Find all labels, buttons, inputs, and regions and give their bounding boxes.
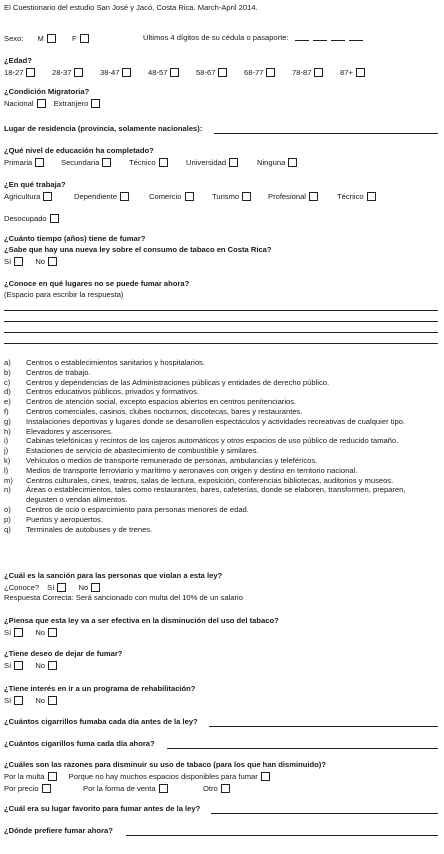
- list-item-letter: l): [4, 465, 9, 475]
- work-opt-checkbox[interactable]: [367, 192, 376, 201]
- yes-checkbox[interactable]: [14, 628, 23, 637]
- no-checkbox[interactable]: [48, 696, 57, 705]
- rehab-options: [4, 696, 57, 706]
- no-label: No: [35, 628, 46, 637]
- work-opt-label: Agricultura: [4, 192, 41, 201]
- education-opt-checkbox[interactable]: [229, 158, 238, 167]
- yes-checkbox[interactable]: [14, 257, 23, 266]
- migration-opt-label: Extranjero: [53, 99, 89, 108]
- reason-other-label: Otro: [203, 784, 218, 793]
- answer-line[interactable]: [4, 310, 438, 311]
- know-law-question: ¿Sabe que hay una nueva ley sobre el consumo de tabaco en Costa Rica?: [4, 245, 272, 254]
- work-opt-checkbox[interactable]: [185, 192, 194, 201]
- migration-opt-checkbox[interactable]: [37, 99, 46, 108]
- list-item-letter: j): [4, 446, 9, 456]
- migration-opt-checkbox[interactable]: [91, 99, 100, 108]
- id-digit-2[interactable]: [313, 40, 327, 41]
- list-item-letter: c): [4, 377, 11, 387]
- work-opt-label: Técnico: [337, 192, 364, 201]
- list-item-letter: h): [4, 426, 11, 436]
- list-item-text: Elevadores y ascensores.: [26, 426, 113, 436]
- age-opt-checkbox[interactable]: [26, 68, 35, 77]
- age-opt-label: 87+: [340, 68, 353, 77]
- page-title: El Cuestionario del estudio San José y Jacó, Costa Rica. March-April 2014.: [4, 3, 258, 12]
- id-digits-field: [143, 34, 363, 43]
- list-item-text: Instalaciones deportivas y lugares donde se desarrollen espectáculos y actividades recreativas de cualquier tipo.: [26, 416, 406, 426]
- list-item-letter: i): [4, 436, 9, 446]
- fav-place-question: ¿Cuál era su lugar favorito para fumar antes de la ley?: [4, 804, 201, 813]
- age-opt-label: 78-87: [292, 68, 312, 77]
- list-item-text: Centros comerciales, casinos, clubes nocturnos, discotecas, bares y restaurantes.: [26, 407, 303, 416]
- reason-fine-checkbox[interactable]: [48, 772, 57, 781]
- age-opt-checkbox[interactable]: [266, 68, 275, 77]
- no-label: No: [35, 661, 46, 670]
- sanction-options: [4, 583, 100, 593]
- list-item-letter: m): [4, 475, 13, 485]
- yes-checkbox[interactable]: [14, 661, 23, 670]
- age-opt-label: 68-77: [244, 68, 264, 77]
- list-item-text: Centros de atención social, excepto espacios abiertos en centros penitenciarios.: [26, 397, 297, 407]
- age-question: ¿Edad?: [4, 56, 32, 65]
- age-opt-label: 18-27: [4, 68, 24, 77]
- list-item-text: Áreas o establecimientos, tales como restaurantes, bares, cafeterías, donde se elaboren, transformen, preparen,: [26, 485, 406, 495]
- reason-other-checkbox[interactable]: [221, 784, 230, 793]
- list-item-text: degusten o vendan alimentos.: [26, 495, 128, 505]
- education-opt-label: Universidad: [186, 158, 227, 167]
- education-opt-label: Primaria: [4, 158, 33, 167]
- reason-spaces-label: Porque no hay muchos espacios disponibles para fumar: [68, 772, 258, 781]
- fav-place-answer-line[interactable]: [211, 813, 438, 814]
- age-opt-checkbox[interactable]: [218, 68, 227, 77]
- cigs-before-question: ¿Cuántos cigarrillos fumaba cada día antes de la ley?: [4, 717, 198, 726]
- list-item-letter: b): [4, 367, 11, 377]
- list-item-text: Puertos y aeropuertos.: [26, 514, 103, 524]
- work-opt-checkbox[interactable]: [43, 192, 52, 201]
- work-opt-checkbox[interactable]: [309, 192, 318, 201]
- no-label: No: [35, 257, 46, 266]
- sex-label: Sexo:: [4, 34, 24, 43]
- smoke-time-question: ¿Cuánto tiempo (años) tiene de fumar?: [4, 234, 146, 243]
- list-item-letter: k): [4, 456, 11, 465]
- work-unemployed-label: Desocupado: [4, 214, 47, 223]
- effective-options: [4, 628, 57, 638]
- list-item-text: Centros culturales, cines, teatros, salas de lectura, exposición, conferencias bibliotecas, auditorios y museos.: [26, 475, 394, 485]
- migration-options: [4, 99, 100, 109]
- no-checkbox[interactable]: [48, 661, 57, 670]
- list-item-text: Cabinas telefónicas y recintos de los cajeros automáticos y otros espacios de uso público de reducido tamaño.: [26, 436, 399, 446]
- education-question: ¿Qué nivel de educación ha completado?: [4, 146, 154, 155]
- where-now-question: ¿Dónde prefiere fumar ahora?: [4, 826, 113, 835]
- reason-sales-checkbox[interactable]: [159, 784, 168, 793]
- places-subtitle: (Espacio para escribir la respuesta): [4, 290, 124, 299]
- education-opt-checkbox[interactable]: [159, 158, 168, 167]
- cigs-now-answer-line[interactable]: [167, 748, 438, 749]
- reason-price-checkbox[interactable]: [42, 784, 51, 793]
- where-now-answer-line[interactable]: [126, 835, 438, 836]
- age-opt-label: 28-37: [52, 68, 72, 77]
- yes-label: Sí: [4, 628, 12, 637]
- yes-checkbox[interactable]: [57, 583, 66, 592]
- quit-question: ¿Tiene deseo de dejar de fumar?: [4, 649, 123, 658]
- sex-m-checkbox[interactable]: [47, 34, 56, 43]
- education-opt-label: Técnico: [129, 158, 156, 167]
- work-opt-checkbox[interactable]: [120, 192, 129, 201]
- work-opt-checkbox[interactable]: [242, 192, 251, 201]
- id-digits-label: Últimos 4 dígitos de su cédula o pasaporte:: [143, 33, 289, 42]
- list-item-text: Centros de trabajo.: [26, 367, 91, 377]
- reason-price-label: Por precio: [4, 784, 39, 793]
- id-digit-4[interactable]: [349, 40, 363, 41]
- education-opt-checkbox[interactable]: [102, 158, 111, 167]
- list-item-text: Medios de transporte ferroviario y marítimo y aeronaves con origen y destino en territorio nacional.: [26, 465, 358, 475]
- cigs-now-question: ¿Cuántos cigarillos fuma cada día ahora?: [4, 739, 155, 748]
- migration-question: ¿Condición Migratoria?: [4, 87, 90, 96]
- list-item-text: Centros de ocio o esparcimiento para personas menores de edad.: [26, 505, 249, 514]
- no-checkbox[interactable]: [48, 628, 57, 637]
- list-item-letter: g): [4, 416, 11, 426]
- sex-f-checkbox[interactable]: [80, 34, 89, 43]
- list-item-letter: e): [4, 397, 11, 407]
- education-opt-checkbox[interactable]: [35, 158, 44, 167]
- list-item-letter: a): [4, 358, 11, 367]
- list-item-letter: q): [4, 524, 11, 534]
- list-item-letter: p): [4, 514, 11, 524]
- age-opt-checkbox[interactable]: [314, 68, 323, 77]
- quit-options: [4, 661, 57, 671]
- places-question: ¿Conoce en qué lugares no se puede fumar ahora?: [4, 279, 190, 288]
- work-other: [4, 214, 59, 224]
- sex-field: [4, 34, 89, 44]
- list-item-letter: n): [4, 485, 11, 495]
- no-checkbox[interactable]: [48, 257, 57, 266]
- list-item-letter: d): [4, 387, 11, 397]
- work-opt-label: Profesional: [268, 192, 306, 201]
- list-item-text: Centros y dependencias de las Administraciones públicas y entidades de derecho público.: [26, 377, 330, 387]
- yes-label: Sí: [4, 257, 12, 266]
- no-label: No: [35, 696, 46, 705]
- age-opt-label: 58-67: [196, 68, 216, 77]
- reason-fine-label: Por la multa: [4, 772, 45, 781]
- education-opt-checkbox[interactable]: [288, 158, 297, 167]
- no-label: No: [78, 583, 89, 592]
- age-opt-checkbox[interactable]: [356, 68, 365, 77]
- sex-m-label: M: [37, 34, 44, 43]
- age-opt-checkbox[interactable]: [74, 68, 83, 77]
- reasons-row-1: [4, 772, 270, 782]
- yes-label: Sí: [4, 696, 12, 705]
- list-item-text: Centros educativos públicos, privados y formativos.: [26, 387, 200, 397]
- sanction-know-label: ¿Conoce?: [4, 583, 40, 592]
- work-opt-label: Comercio: [149, 192, 182, 201]
- residence-label: Lugar de residencia (provincia, solamente nacionales):: [4, 124, 203, 133]
- reasons-question: ¿Cuáles son las razones para disminuir su uso de tabaco (para los que han disminuido)?: [4, 760, 326, 769]
- reason-sales-label: Por la forma de venta: [83, 784, 156, 793]
- id-digit-3[interactable]: [331, 40, 345, 41]
- answer-line[interactable]: [4, 343, 438, 344]
- id-digit-1[interactable]: [295, 40, 309, 41]
- effective-question: ¿Piensa que esta ley va a ser efectiva en la disminución del uso del tabaco?: [4, 616, 279, 625]
- sanction-answer: Respuesta Correcta: Será sancionado con multa del 10% de un salario: [4, 593, 243, 602]
- sanction-question: ¿Cuál es la sanción para las personas que violan a esta ley?: [4, 571, 223, 580]
- list-item-letter: f): [4, 407, 9, 416]
- reason-spaces-checkbox[interactable]: [261, 772, 270, 781]
- yes-label: Sí: [47, 583, 55, 592]
- work-question: ¿En qué trabaja?: [4, 180, 66, 189]
- list-item-text: Centros o establecimientos sanitarios y hospitalarios.: [26, 358, 205, 367]
- work-opt-label: Turismo: [212, 192, 240, 201]
- residence-answer-line[interactable]: [214, 133, 438, 134]
- cigs-before-answer-line[interactable]: [209, 726, 438, 727]
- list-item-text: Terminales de autobuses y de trenes.: [26, 524, 153, 534]
- yes-checkbox[interactable]: [14, 696, 23, 705]
- know-law-options: [4, 257, 57, 267]
- list-item-text: Estaciones de servicio de abastecimiento de combustible y similares.: [26, 446, 259, 456]
- rehab-question: ¿Tiene interés en ir a un programa de rehabilitación?: [4, 684, 196, 693]
- age-opt-checkbox[interactable]: [122, 68, 131, 77]
- work-opt-label: Dependiente: [74, 192, 118, 201]
- answer-line[interactable]: [4, 332, 438, 333]
- migration-opt-label: Nacional: [4, 99, 34, 108]
- answer-line[interactable]: [4, 321, 438, 322]
- list-item-letter: o): [4, 505, 11, 514]
- yes-label: Sí: [4, 661, 12, 670]
- work-unemployed-checkbox[interactable]: [50, 214, 59, 223]
- list-item-text: Vehículos o medios de transporte remunerado de personas, ambulancias y teleféricos.: [26, 456, 318, 465]
- education-opt-label: Ninguna: [257, 158, 286, 167]
- age-opt-label: 38-47: [100, 68, 120, 77]
- sex-f-label: F: [72, 34, 77, 43]
- age-opt-checkbox[interactable]: [170, 68, 179, 77]
- age-opt-label: 48-57: [148, 68, 168, 77]
- education-opt-label: Secundaria: [61, 158, 100, 167]
- no-checkbox[interactable]: [91, 583, 100, 592]
